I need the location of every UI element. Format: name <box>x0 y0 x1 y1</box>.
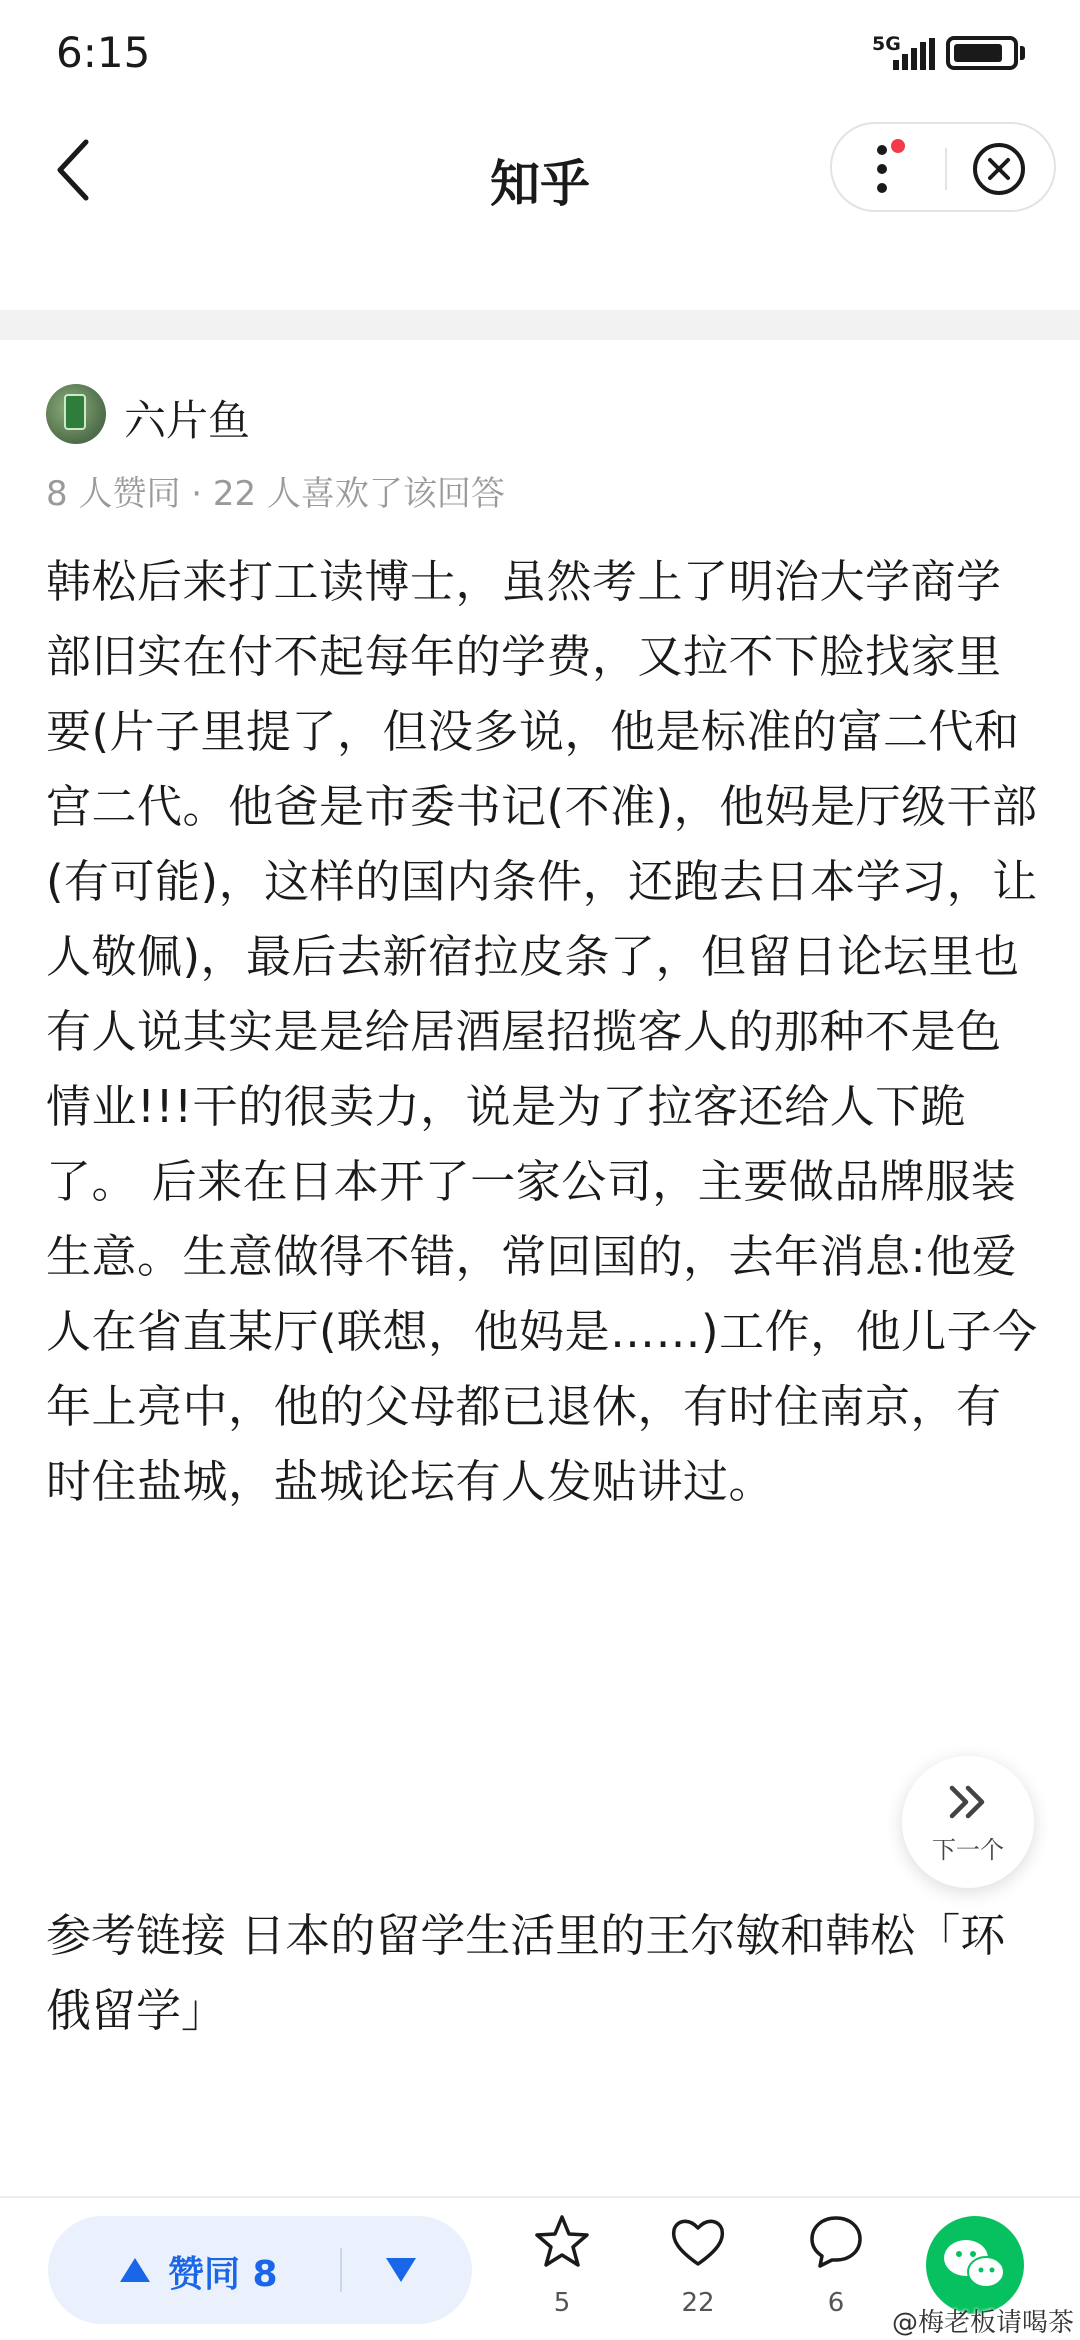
network-type: 5G <box>872 33 901 55</box>
avatar[interactable] <box>46 384 106 444</box>
wechat-icon <box>926 2216 1024 2314</box>
more-vertical-icon <box>852 132 922 206</box>
triangle-up-icon <box>118 2256 152 2284</box>
nav-bar <box>0 110 1080 310</box>
upvote-button[interactable] <box>48 2216 338 2324</box>
comment-icon <box>806 2212 866 2272</box>
answer-stats: 8 人赞同 · 22 人喜欢了该回答 <box>46 474 505 514</box>
next-answer-label: 下一个 <box>932 1836 1004 1864</box>
next-answer-button[interactable] <box>902 1756 1034 1888</box>
like-button[interactable] <box>650 2212 746 2336</box>
triangle-down-icon <box>384 2256 418 2284</box>
comment-button[interactable] <box>788 2212 884 2336</box>
section-separator <box>0 310 1080 340</box>
upvote-label: 赞同 8 <box>168 2254 278 2295</box>
answer-body: 韩松后来打工读博士，虽然考上了明治大学商学部旧实在付不起每年的学费，又拉不下脸找家里要(片子里提了，但没多说，他是标准的富二代和宫二代。他爸是市委书记(不准)，他妈是厅级干部(有可能)，这样的国内条件，还跑去日本学习，让人敬佩)，最后去新宿拉皮条了，但留日论坛里也有人说其实是是给居酒屋招揽客人的那种不是色情业!!!干的很卖力，说是为了拉客还给人下跪了。 后来在日本开了一家公司，主要做品牌服装生意。生意做得不错，常回国的，去年消息:他爱人在省直某厅(联想，他妈是……)工作，他儿子今年上亮中，他的父母都已退休，有时住南京，有时住盐城，盐城论坛有人发贴讲过。 <box>46 555 1038 1508</box>
author-row[interactable] <box>46 384 846 448</box>
heart-icon <box>668 2212 728 2272</box>
mini-program-capsule <box>830 122 1056 212</box>
page-title: 知乎 <box>490 155 590 213</box>
signal-icon <box>893 38 935 70</box>
share-wechat-button[interactable] <box>926 2216 1024 2314</box>
double-chevron-right-icon <box>948 1784 988 1820</box>
close-button[interactable] <box>968 138 1030 200</box>
star-icon <box>532 2212 592 2272</box>
status-bar <box>0 0 1080 110</box>
battery-cap <box>1020 46 1025 60</box>
status-time: 6:15 <box>56 28 151 77</box>
reference-text: 参考链接 日本的留学生活里的王尔敏和韩松「环俄留学」 <box>46 1909 1006 2037</box>
close-circle-icon <box>968 138 1030 200</box>
watermark: @梅老板请喝茶 <box>892 2308 1075 2338</box>
author-name[interactable]: 六片鱼 <box>124 396 251 445</box>
more-button[interactable] <box>852 132 922 206</box>
favorite-count: 5 <box>553 2288 571 2318</box>
downvote-button[interactable] <box>344 2216 464 2324</box>
battery-icon <box>946 36 1018 70</box>
vote-divider <box>340 2248 342 2292</box>
capsule-divider <box>945 148 947 190</box>
like-count: 22 <box>681 2288 715 2318</box>
favorite-button[interactable] <box>514 2212 610 2336</box>
vote-pill <box>48 2216 472 2324</box>
comment-count: 6 <box>827 2288 845 2318</box>
